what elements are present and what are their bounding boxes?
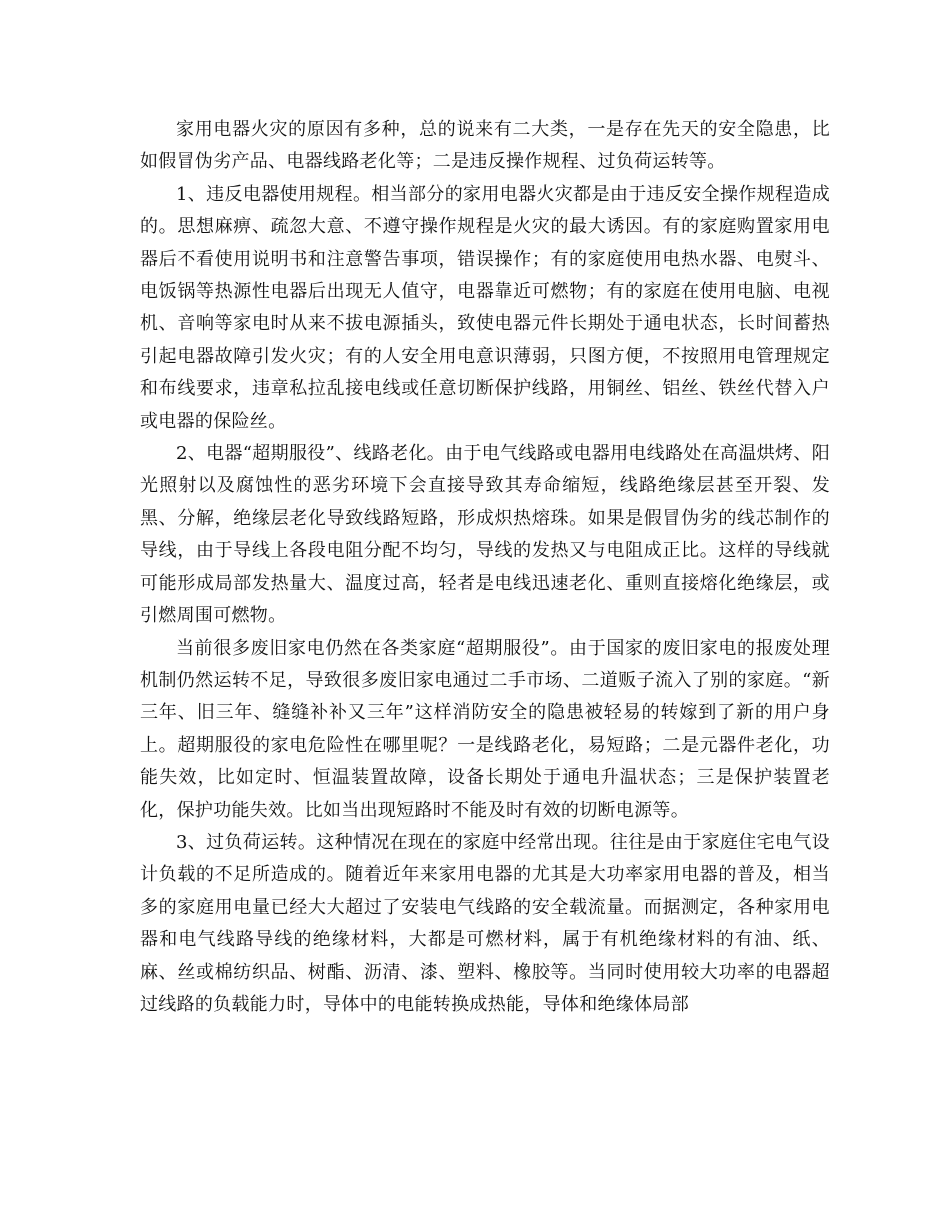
paragraph-intro: 家用电器火灾的原因有多种，总的说来有二大类，一是存在先天的安全隐患，比如假冒伪劣产品、电器线路老化等；二是违反操作规程、过负荷运转等。 — [140, 119, 830, 173]
paragraph-section-3: 3、过负荷运转。这种情况在现在的家庭中经常出现。往往是由于家庭住宅电气设计负载的不足所造成的。随着近年来家用电器的尤其是大功率家用电器的普及，相当多的家庭用电量已经大大超过了安装电气线路的安全载流量。而据测定，各种家用电器和电气线路导线的绝缘材料，大都是可燃材料，属于有机绝缘材料的有油、纸、麻、丝或棉纺织品、树酯、沥清、漆、塑料、橡胶等。当同时使用较大功率的电器超过线路的负载能力时，导体中的电能转换成热能，导体和绝缘体局部 — [140, 831, 830, 1015]
document-body — [140, 114, 830, 1021]
paragraph-section-1: 1、违反电器使用规程。相当部分的家用电器火灾都是由于违反安全操作规程造成的。思想麻痹、疏忽大意、不遵守操作规程是火灾的最大诱因。有的家庭购置家用电器后不看使用说明书和注意警告事项，错误操作；有的家庭使用电热水器、电熨斗、电饭锅等热源性电器后出现无人值守，电器靠近可燃物；有的家庭在使用电脑、电视机、音响等家电时从来不拔电源插头，致使电器元件长期处于通电状态，长时间蓄热引起电器故障引发火灾；有的人安全用电意识薄弱，只图方便，不按照用电管理规定和布线要求，违章私拉乱接电线或任意切断保护线路，用铜丝、铝丝、铁丝代替入户或电器的保险丝。 — [140, 183, 830, 432]
paragraph-section-2-continued: 当前很多废旧家电仍然在各类家庭“超期服役”。由于国家的废旧家电的报废处理机制仍然运转不足，导致很多废旧家电通过二手市场、二道贩子流入了别的家庭。“新三年、旧三年、缝缝补补又三年”这样消防安全的隐患被轻易的转嫁到了新的用户身上。超期服役的家电危险性在哪里呢？一是线路老化，易短路；二是元器件老化，功能失效，比如定时、恒温装置故障，设备长期处于通电升温状态；三是保护装置老化，保护功能失效。比如当出现短路时不能及时有效的切断电源等。 — [140, 637, 830, 821]
paragraph-section-2: 2、电器“超期服役”、线路老化。由于电气线路或电器用电线路处在高温烘烤、阳光照射以及腐蚀性的恶劣环境下会直接导致其寿命缩短，线路绝缘层甚至开裂、发黑、分解，绝缘层老化导致线路短路，形成炽热熔珠。如果是假冒伪劣的线芯制作的导线，由于导线上各段电阻分配不均匀，导线的发热又与电阻成正比。这样的导线就可能形成局部发热量大、温度过高，轻者是电线迅速老化、重则直接熔化绝缘层，或引燃周围可燃物。 — [140, 443, 830, 627]
